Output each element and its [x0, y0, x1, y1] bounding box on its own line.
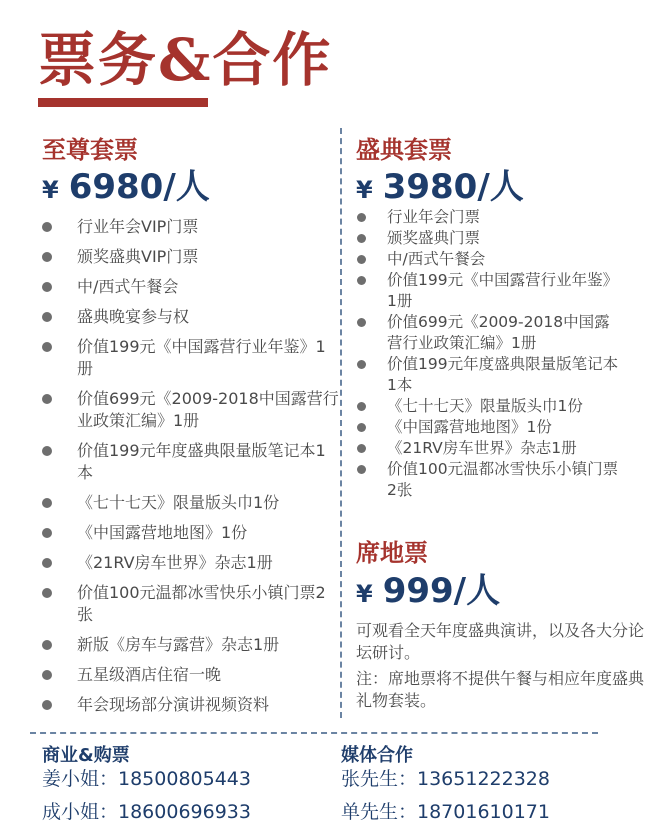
floor-price	[356, 571, 500, 617]
list-item: 《七十七天》限量版头巾1份	[356, 396, 624, 417]
supreme-package-title: 至尊套票	[42, 135, 138, 164]
list-item: 颁奖盛典VIP门票	[41, 246, 339, 268]
page-title: 票务&合作	[38, 26, 333, 94]
list-item: 行业年会门票	[356, 207, 624, 228]
list-item: 价值100元温都冰雪快乐小镇门票2张	[41, 582, 339, 626]
list-item: 年会现场部分演讲视频资料	[41, 694, 339, 716]
list-item: 中/西式午餐会	[41, 276, 339, 298]
floor-ticket-title: 席地票	[356, 538, 428, 567]
list-item: 价值199元年度盛典限量版笔记本1本	[41, 440, 339, 484]
floor-description: 可观看全天年度盛典演讲，以及各大分论坛研讨。	[356, 621, 645, 662]
list-item: 颁奖盛典门票	[356, 228, 624, 249]
list-item: 价值199元年度盛典限量版笔记本1本	[356, 354, 624, 396]
list-item: 《21RV房车世界》杂志1册	[356, 438, 624, 459]
currency-symbol: ¥	[42, 176, 59, 204]
list-item: 行业年会VIP门票	[41, 216, 339, 238]
business-contact-1: 姜小姐：18500805443	[42, 768, 251, 790]
list-item: 价值199元《中国露营行业年鉴》1册	[41, 336, 339, 380]
media-contact-1: 张先生：13651222328	[341, 768, 550, 790]
list-item: 价值699元《2009-2018中国露营行业政策汇编》1册	[41, 388, 339, 432]
currency-symbol: ¥	[356, 176, 373, 204]
list-item: 《中国露营地地图》1份	[41, 522, 339, 544]
contact-divider	[30, 732, 598, 734]
floor-note: 注：席地票将不提供午餐与相应年度盛典礼物套装。	[356, 669, 645, 710]
supreme-price	[42, 167, 210, 213]
list-item: 盛典晚宴参与权	[41, 306, 339, 328]
column-divider	[340, 128, 342, 718]
gala-package-title: 盛典套票	[356, 135, 452, 164]
list-item: 五星级酒店住宿一晚	[41, 664, 339, 686]
business-contact-2: 成小姐：18600696933	[42, 801, 251, 823]
gala-item-list	[356, 207, 624, 501]
list-item: 《七十七天》限量版头巾1份	[41, 492, 339, 514]
supreme-item-list	[41, 216, 339, 724]
supreme-price-value: 6980/人	[68, 167, 210, 207]
gala-price-value: 3980/人	[382, 167, 524, 207]
media-contact-heading: 媒体合作	[341, 745, 413, 766]
list-item: 中/西式午餐会	[356, 249, 624, 270]
floor-price-value: 999/人	[382, 571, 501, 611]
title-underline	[38, 98, 208, 107]
list-item: 价值100元温都冰雪快乐小镇门票2张	[356, 459, 624, 501]
currency-symbol: ¥	[356, 580, 373, 608]
list-item: 价值699元《2009-2018中国露营行业政策汇编》1册	[356, 312, 624, 354]
media-contact-2: 单先生：18701610171	[341, 801, 550, 823]
list-item: 《21RV房车世界》杂志1册	[41, 552, 339, 574]
list-item: 新版《房车与露营》杂志1册	[41, 634, 339, 656]
list-item: 价值199元《中国露营行业年鉴》1册	[356, 270, 624, 312]
list-item: 《中国露营地地图》1份	[356, 417, 624, 438]
business-contact-heading: 商业&购票	[42, 745, 130, 766]
